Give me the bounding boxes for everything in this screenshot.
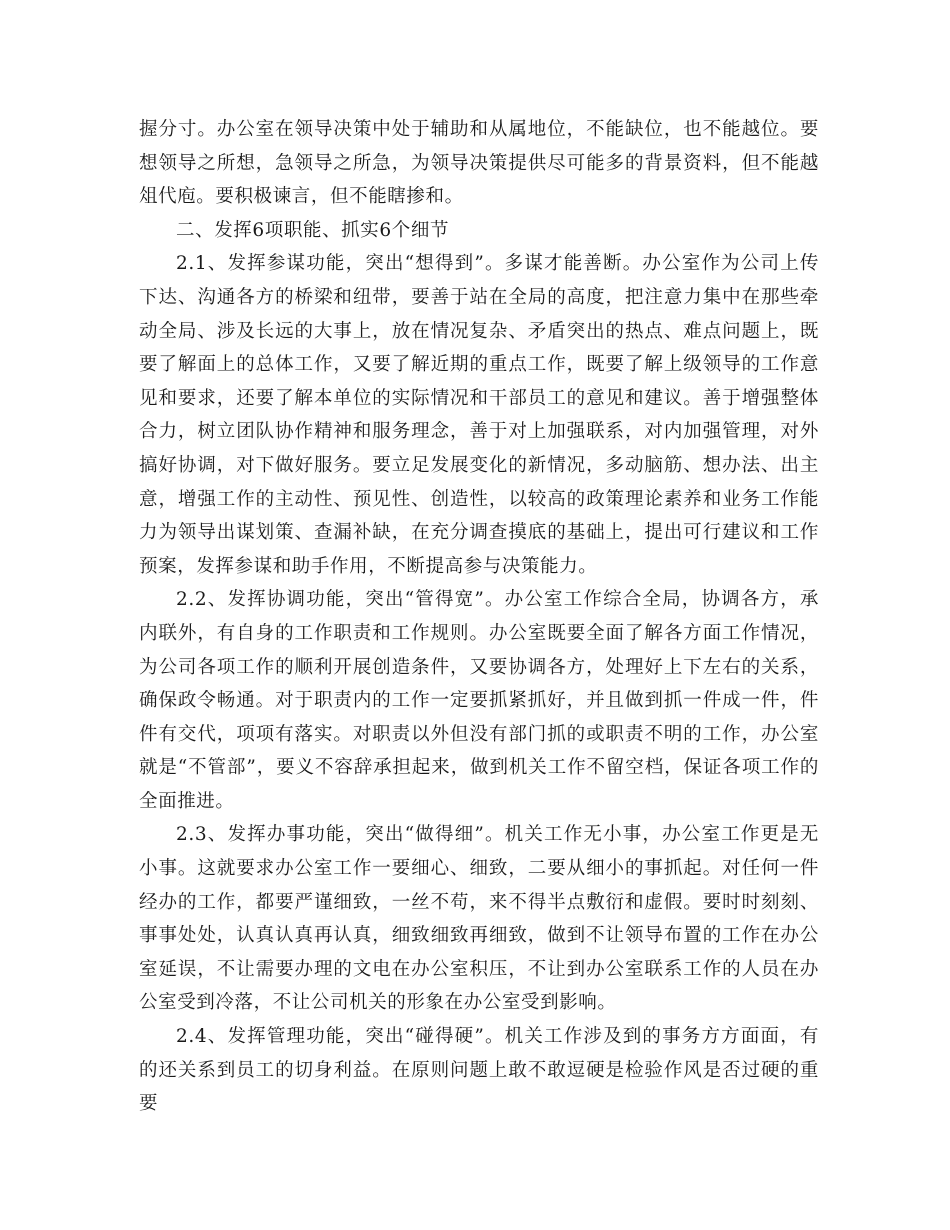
paragraph-2-3: 2.3、发挥办事功能，突出“做得细”。机关工作无小事，办公室工作更是无小事。这就要求办公室工作一要细心、细致，二要从细小的事抓起。对任何一件经办的工作，都要严谨细致，一丝不苟，来不得半点敷衍和虚假。要时时刻刻、事事处处，认真认真再认真，细致细致再细致，做到不让领导布置的工作在办公室延误，不让需要办理的文电在办公室积压，不让到办公室联系工作的人员在办公室受到冷落，不让公司机关的形象在办公室受到影响。 — [139, 824, 819, 1014]
paragraph-continuation: 握分寸。办公室在领导决策中处于辅助和从属地位，不能缺位，也不能越位。要想领导之所想，急领导之所急，为领导决策提供尽可能多的背景资料，但不能越俎代庖。要积极谏言，但不能瞎掺和。 — [139, 119, 819, 208]
document-body — [139, 113, 819, 1121]
paragraph-2-1: 2.1、发挥参谋功能，突出“想得到”。多谋才能善断。办公室作为公司上传下达、沟通各方的桥梁和纽带，要善于站在全局的高度，把注意力集中在那些牵动全局、涉及长远的大事上，放在情况复杂、矛盾突出的热点、难点问题上，既要了解面上的总体工作，又要了解近期的重点工作，既要了解上级领导的工作意见和要求，还要了解本单位的实际情况和干部员工的意见和建议。善于增强整体合力，树立团队协作精神和服务理念，善于对上加强联系，对内加强管理，对外搞好协调，对下做好服务。要立足发展变化的新情况，多动脑筋、想办法、出主意，增强工作的主动性、预见性、创造性，以较高的政策理论素养和业务工作能力为领导出谋划策、查漏补缺，在充分调查摸底的基础上，提出可行建议和工作预案，发挥参谋和助手作用，不断提高参与决策能力。 — [139, 253, 819, 577]
paragraph-2-4: 2.4、发挥管理功能，突出“碰得硬”。机关工作涉及到的事务方方面面，有的还关系到员工的切身利益。在原则问题上敢不敢逗硬是检验作风是否过硬的重要 — [139, 1026, 819, 1115]
section-heading: 二、发挥6项职能、抓实6个细节 — [176, 219, 450, 241]
paragraph-2-2: 2.2、发挥协调功能，突出“管得宽”。办公室工作综合全局，协调各方，承内联外，有自身的工作职责和工作规则。办公室既要全面了解各方面工作情况，为公司各项工作的顺利开展创造条件，又要协调各方，处理好上下左右的关系，确保政令畅通。对于职责内的工作一定要抓紧抓好，并且做到抓一件成一件，件件有交代，项项有落实。对职责以外但没有部门抓的或职责不明的工作，办公室就是“不管部”，要义不容辞承担起来，做到机关工作不留空档，保证各项工作的全面推进。 — [139, 589, 819, 812]
